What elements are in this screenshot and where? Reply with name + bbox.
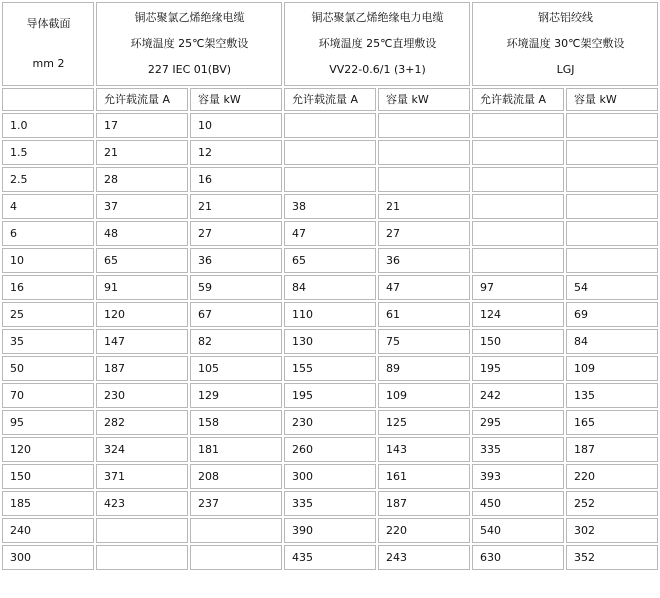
cell-size: 2.5	[2, 167, 94, 192]
cell-pvc-current: 37	[96, 194, 188, 219]
cell-pvc-capacity: 208	[190, 464, 282, 489]
table-body	[2, 2, 658, 570]
cell-pvc-current: 371	[96, 464, 188, 489]
cell-pvc-current: 147	[96, 329, 188, 354]
cell-lgj-current: 393	[472, 464, 564, 489]
cell-pvc-capacity: 12	[190, 140, 282, 165]
cell-lgj-capacity: 69	[566, 302, 658, 327]
cell-power-current: 435	[284, 545, 376, 570]
table-row	[2, 545, 658, 570]
subheader-row	[2, 88, 658, 111]
cell-pvc-capacity: 181	[190, 437, 282, 462]
cell-power-capacity: 143	[378, 437, 470, 462]
cell-power-current: 130	[284, 329, 376, 354]
subheader-empty	[2, 88, 94, 111]
cell-power-current: 84	[284, 275, 376, 300]
cell-lgj-capacity	[566, 248, 658, 273]
cell-power-capacity: 187	[378, 491, 470, 516]
table-row	[2, 437, 658, 462]
table-row	[2, 491, 658, 516]
table-row	[2, 140, 658, 165]
cell-power-current: 260	[284, 437, 376, 462]
cell-size: 6	[2, 221, 94, 246]
cell-pvc-current: 120	[96, 302, 188, 327]
cell-power-capacity: 61	[378, 302, 470, 327]
cell-pvc-capacity: 10	[190, 113, 282, 138]
cell-pvc-capacity: 27	[190, 221, 282, 246]
cell-pvc-current: 65	[96, 248, 188, 273]
cell-size: 4	[2, 194, 94, 219]
cell-pvc-current: 230	[96, 383, 188, 408]
cell-lgj-capacity: 220	[566, 464, 658, 489]
cell-lgj-capacity: 302	[566, 518, 658, 543]
cell-pvc-capacity: 16	[190, 167, 282, 192]
cell-pvc-current: 282	[96, 410, 188, 435]
cell-pvc-current: 17	[96, 113, 188, 138]
cell-lgj-current	[472, 140, 564, 165]
table-row	[2, 383, 658, 408]
group-model: 227 IEC 01(BV)	[147, 63, 232, 76]
cell-pvc-capacity: 59	[190, 275, 282, 300]
cell-size: 16	[2, 275, 94, 300]
subheader-capacity: 容量 kW	[566, 88, 658, 111]
cell-size: 300	[2, 545, 94, 570]
cell-lgj-current: 540	[472, 518, 564, 543]
cell-power-current: 195	[284, 383, 376, 408]
table-row	[2, 275, 658, 300]
cell-lgj-current: 450	[472, 491, 564, 516]
cell-lgj-capacity	[566, 140, 658, 165]
cell-lgj-current: 124	[472, 302, 564, 327]
cell-lgj-capacity: 135	[566, 383, 658, 408]
cell-lgj-capacity	[566, 194, 658, 219]
group-env: 环境温度 25℃直埋敷设	[318, 37, 437, 50]
cell-power-capacity: 75	[378, 329, 470, 354]
cell-pvc-capacity: 158	[190, 410, 282, 435]
cell-power-capacity	[378, 140, 470, 165]
cell-power-capacity: 161	[378, 464, 470, 489]
cell-power-current: 155	[284, 356, 376, 381]
cell-power-current	[284, 113, 376, 138]
subheader-capacity: 容量 kW	[190, 88, 282, 111]
cell-size: 120	[2, 437, 94, 462]
cell-lgj-current: 97	[472, 275, 564, 300]
cell-lgj-current	[472, 113, 564, 138]
cell-lgj-current: 242	[472, 383, 564, 408]
cell-pvc-current: 21	[96, 140, 188, 165]
cell-size: 95	[2, 410, 94, 435]
cell-power-current	[284, 167, 376, 192]
cell-size: 1.5	[2, 140, 94, 165]
cell-lgj-capacity: 54	[566, 275, 658, 300]
group-name: 钢芯铝绞线	[538, 11, 594, 24]
group-name: 铜芯聚氯乙烯绝缘电力电缆	[311, 11, 444, 24]
cell-power-current: 110	[284, 302, 376, 327]
table-row	[2, 167, 658, 192]
cell-pvc-current: 423	[96, 491, 188, 516]
table-row	[2, 221, 658, 246]
cell-size: 240	[2, 518, 94, 543]
cell-power-current: 47	[284, 221, 376, 246]
cell-lgj-current	[472, 221, 564, 246]
cell-pvc-capacity: 129	[190, 383, 282, 408]
group-header-lgj	[472, 2, 658, 86]
cell-lgj-capacity: 84	[566, 329, 658, 354]
cell-power-current: 390	[284, 518, 376, 543]
cell-power-current: 230	[284, 410, 376, 435]
cell-size: 1.0	[2, 113, 94, 138]
cell-power-capacity: 109	[378, 383, 470, 408]
cell-power-capacity	[378, 113, 470, 138]
cell-lgj-current	[472, 248, 564, 273]
cell-power-capacity: 243	[378, 545, 470, 570]
cell-lgj-capacity	[566, 221, 658, 246]
table-row	[2, 194, 658, 219]
cell-lgj-current: 630	[472, 545, 564, 570]
cell-size: 50	[2, 356, 94, 381]
table-row	[2, 518, 658, 543]
table-row	[2, 248, 658, 273]
table-row	[2, 356, 658, 381]
cell-lgj-current: 150	[472, 329, 564, 354]
group-model: LGJ	[556, 63, 575, 76]
cell-pvc-capacity: 105	[190, 356, 282, 381]
cell-power-current: 65	[284, 248, 376, 273]
cell-size: 35	[2, 329, 94, 354]
cell-pvc-capacity	[190, 518, 282, 543]
cell-lgj-current: 295	[472, 410, 564, 435]
cell-power-capacity: 27	[378, 221, 470, 246]
cell-lgj-current	[472, 167, 564, 192]
cell-lgj-capacity: 352	[566, 545, 658, 570]
cell-power-capacity: 89	[378, 356, 470, 381]
cell-pvc-capacity	[190, 545, 282, 570]
cell-size: 25	[2, 302, 94, 327]
cell-lgj-capacity: 187	[566, 437, 658, 462]
group-model: VV22-0.6/1 (3+1)	[329, 63, 426, 76]
cell-power-capacity: 47	[378, 275, 470, 300]
cell-power-capacity: 21	[378, 194, 470, 219]
cell-power-current: 300	[284, 464, 376, 489]
cell-pvc-current: 28	[96, 167, 188, 192]
group-env: 环境温度 25℃架空敷设	[130, 37, 249, 50]
group-header-power-cable	[284, 2, 470, 86]
cell-lgj-current: 335	[472, 437, 564, 462]
subheader-current: 允许载流量 A	[284, 88, 376, 111]
cell-lgj-capacity	[566, 167, 658, 192]
cell-lgj-capacity: 252	[566, 491, 658, 516]
conductor-unit: mm 2	[32, 57, 65, 70]
cell-pvc-capacity: 36	[190, 248, 282, 273]
cell-power-current	[284, 140, 376, 165]
table-row	[2, 113, 658, 138]
cell-size: 185	[2, 491, 94, 516]
cell-pvc-current	[96, 518, 188, 543]
table-row	[2, 464, 658, 489]
cell-lgj-capacity: 165	[566, 410, 658, 435]
subheader-current: 允许载流量 A	[96, 88, 188, 111]
cell-power-capacity	[378, 167, 470, 192]
header-row	[2, 2, 658, 86]
cell-power-current: 38	[284, 194, 376, 219]
cell-power-current: 335	[284, 491, 376, 516]
table-row	[2, 410, 658, 435]
group-name: 铜芯聚氯乙烯绝缘电缆	[134, 11, 245, 24]
cell-pvc-capacity: 237	[190, 491, 282, 516]
cell-power-capacity: 220	[378, 518, 470, 543]
table-row	[2, 302, 658, 327]
cell-pvc-current: 48	[96, 221, 188, 246]
cell-lgj-capacity: 109	[566, 356, 658, 381]
cell-power-capacity: 125	[378, 410, 470, 435]
cell-pvc-capacity: 21	[190, 194, 282, 219]
subheader-capacity: 容量 kW	[378, 88, 470, 111]
cell-lgj-current	[472, 194, 564, 219]
group-env: 环境温度 30℃架空敷设	[506, 37, 625, 50]
cell-lgj-capacity	[566, 113, 658, 138]
cell-pvc-current: 91	[96, 275, 188, 300]
cell-pvc-capacity: 67	[190, 302, 282, 327]
conductor-header	[2, 2, 94, 86]
cell-pvc-current: 187	[96, 356, 188, 381]
cell-size: 70	[2, 383, 94, 408]
cell-power-capacity: 36	[378, 248, 470, 273]
table-row	[2, 329, 658, 354]
cell-size: 10	[2, 248, 94, 273]
cell-pvc-current: 324	[96, 437, 188, 462]
cell-pvc-current	[96, 545, 188, 570]
cell-size: 150	[2, 464, 94, 489]
subheader-current: 允许载流量 A	[472, 88, 564, 111]
conductor-title: 导体截面	[26, 17, 71, 30]
cell-pvc-capacity: 82	[190, 329, 282, 354]
cell-lgj-current: 195	[472, 356, 564, 381]
group-header-pvc-cable	[96, 2, 282, 86]
